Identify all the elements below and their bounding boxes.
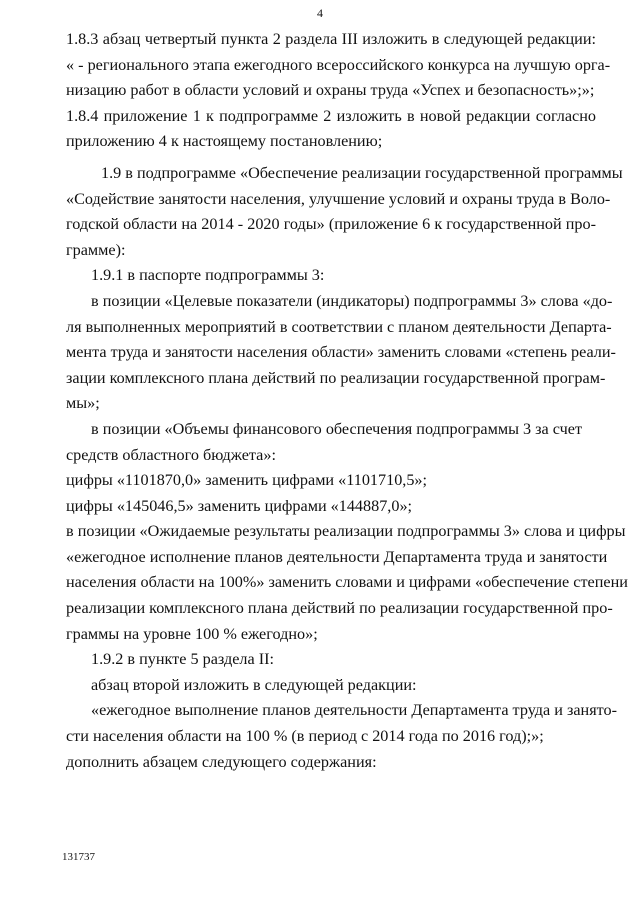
text-line: в позиции «Целевые показатели (индикаторы) подпрограммы 3» слова «до- [91, 291, 613, 310]
text-line: приложению 4 к настоящему постановлению; [66, 132, 383, 151]
text-line: « - регионального этапа ежегодного всероссийского конкурса на лучшую орга- [66, 55, 611, 74]
text-line: в позиции «Объемы финансового обеспечения подпрограммы 3 за счет [91, 419, 583, 438]
text-line: 1.9.1 в паспорте подпрограммы 3: [91, 266, 325, 285]
text-line: 1.8.3 абзац четвертый пункта 2 раздела III изложить в следующей редакции: [66, 30, 596, 48]
text-line: грамме): [66, 240, 126, 259]
text-line: сти населения области на 100 % (в период с 2014 года по 2016 год);»; [66, 727, 544, 746]
text-line: 1.9.2 в пункте 5 раздела II: [91, 650, 275, 669]
text-line: низацию работ в области условий и охраны труда «Успех и безопасность»;»; [66, 81, 595, 100]
text-line: цифры «1101870,0» заменить цифрами «1101710,5»; [66, 471, 428, 490]
text-line: 1.9 в подпрограмме «Обеспечение реализации государственной программы [101, 163, 623, 182]
text-line: абзац второй изложить в следующей редакции: [91, 675, 417, 694]
text-line: цифры «145046,5» заменить цифрами «144887,0»; [66, 496, 413, 515]
text-line: в позиции «Ожидаемые результаты реализации подпрограммы 3» слова и цифры [66, 522, 626, 541]
text-line: мы»; [66, 394, 100, 413]
text-line: мента труда и занятости населения области» заменить словами «степень реали- [66, 343, 616, 362]
text-line: реализации комплексного плана действий по реализации государственной про- [66, 599, 613, 618]
text-line: «ежегодное выполнение планов деятельности Департамента труда и занято- [91, 701, 617, 720]
text-line: населения области на 100%» заменить словами и цифрами «обеспечение степени [66, 573, 628, 592]
text-line: средств областного бюджета»: [66, 445, 276, 464]
text-line: дополнить абзацем следующего содержания: [66, 752, 377, 771]
text-line: «ежегодное исполнение планов деятельности Департамента труда и занятости [66, 547, 608, 566]
document-body [66, 27, 628, 775]
text-line: годской области на 2014 - 2020 годы» (приложение 6 к государственной про- [66, 215, 596, 234]
text-line: зации комплексного плана действий по реализации государственной програм- [66, 368, 606, 387]
document-code: 131737 [62, 851, 95, 863]
page-number: 4 [317, 6, 323, 20]
text-line: ля выполненных мероприятий в соответствии с планом деятельности Департа- [66, 317, 612, 336]
text-line: 1.8.4 приложение 1 к подпрограмме 2 изложить в новой редакции согласно [66, 106, 596, 125]
text-line: граммы на уровне 100 % ежегодно»; [66, 624, 318, 643]
text-line: «Содействие занятости населения, улучшение условий и охраны труда в Воло- [66, 189, 611, 208]
